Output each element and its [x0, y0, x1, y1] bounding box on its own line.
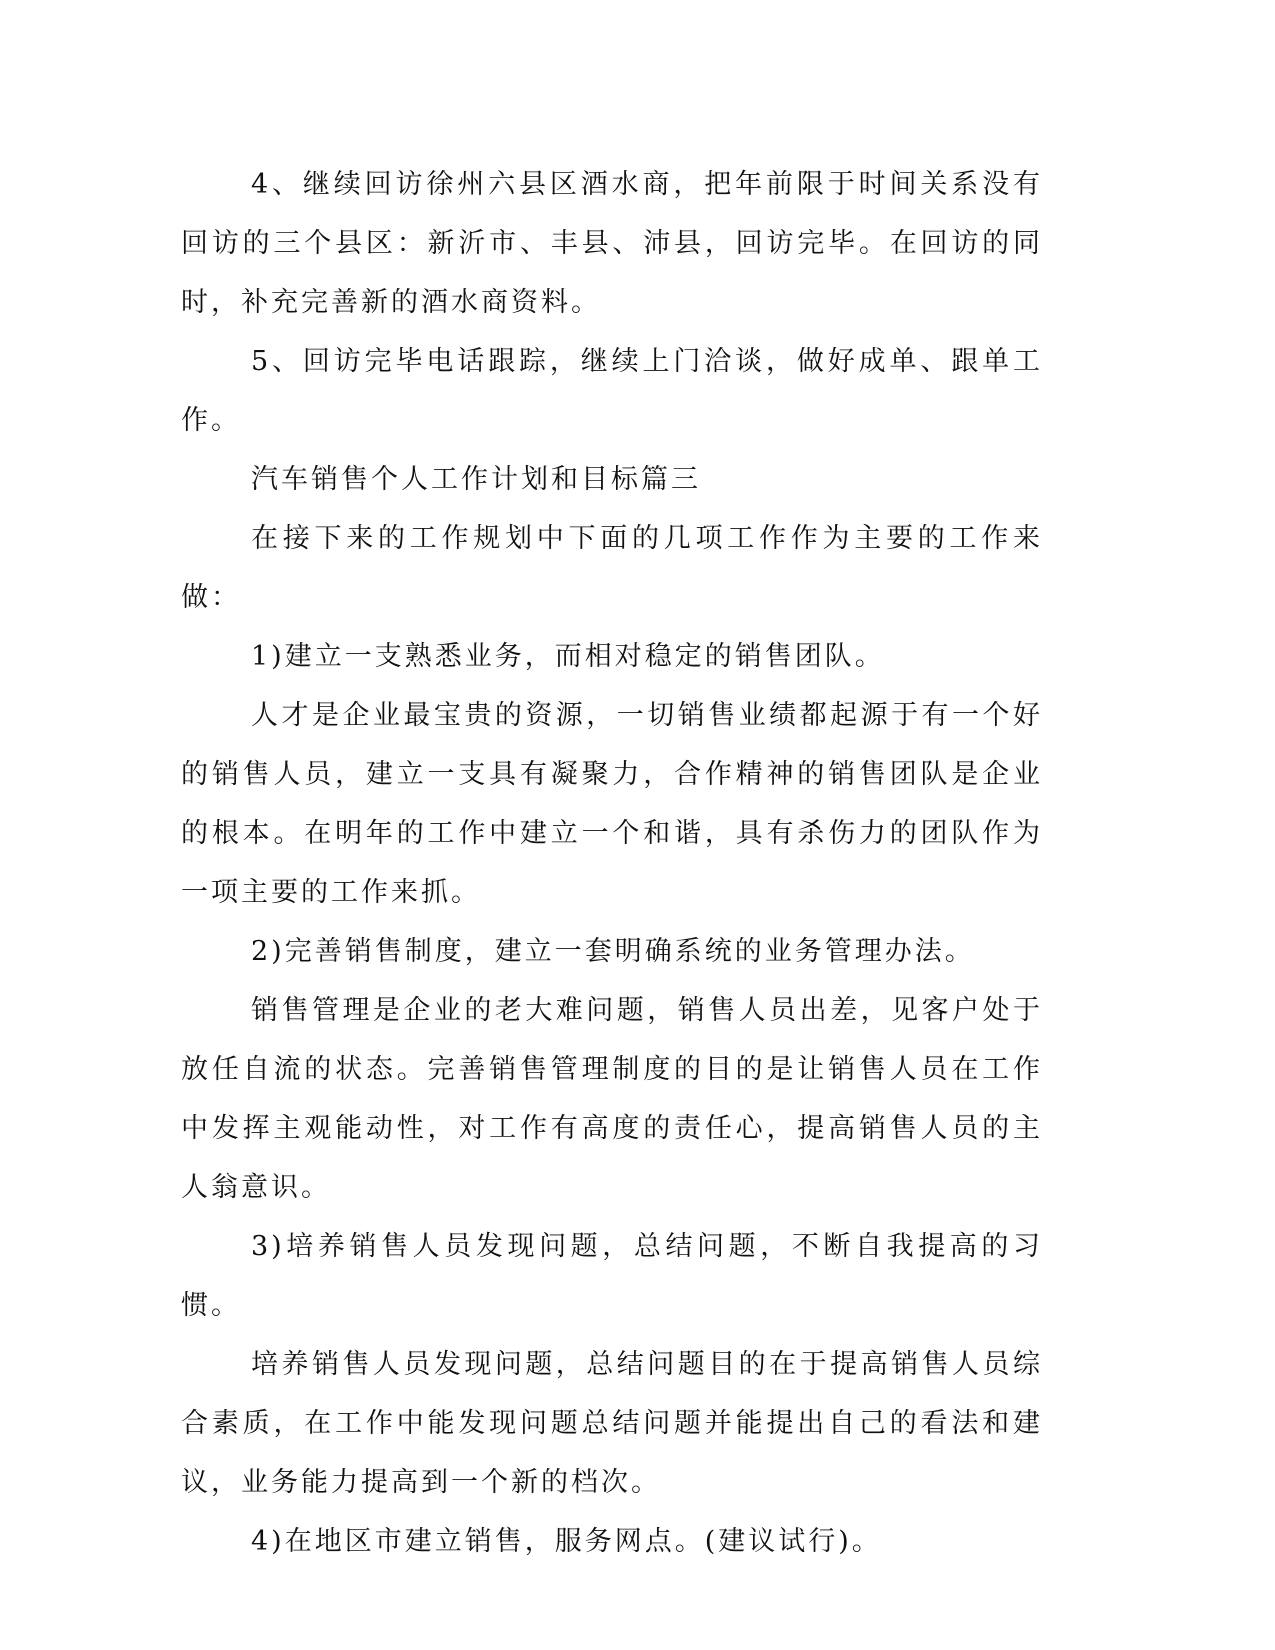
document-body — [181, 155, 1043, 1571]
paragraph-point-4: 4)在地区市建立销售，服务网点。(建议试行)。 — [251, 1526, 882, 1557]
paragraph-point-3: 3)培养销售人员发现问题，总结问题，不断自我提高的习惯。 — [181, 1231, 1043, 1321]
paragraph-point-1: 1)建立一支熟悉业务，而相对稳定的销售团队。 — [251, 641, 885, 672]
paragraph-point-3-body: 培养销售人员发现问题，总结问题目的在于提高销售人员综合素质，在工作中能发现问题总结问题并能提出自己的看法和建议，业务能力提高到一个新的档次。 — [181, 1349, 1043, 1498]
paragraph-point-1-body: 人才是企业最宝贵的资源，一切销售业绩都起源于有一个好的销售人员，建立一支具有凝聚力，合作精神的销售团队是企业的根本。在明年的工作中建立一个和谐，具有杀伤力的团队作为一项主要的工作来抓。 — [181, 700, 1043, 908]
section-heading: 汽车销售个人工作计划和目标篇三 — [251, 464, 701, 495]
paragraph-point-2: 2)完善销售制度，建立一套明确系统的业务管理办法。 — [251, 936, 975, 967]
paragraph-point-2-body: 销售管理是企业的老大难问题，销售人员出差，见客户处于放任自流的状态。完善销售管理制度的目的是让销售人员在工作中发挥主观能动性，对工作有高度的责任心，提高销售人员的主人翁意识。 — [181, 995, 1043, 1203]
paragraph-item-4: 4、继续回访徐州六县区酒水商，把年前限于时间关系没有回访的三个县区：新沂市、丰县、沛县，回访完毕。在回访的同时，补充完善新的酒水商资料。 — [181, 169, 1043, 318]
paragraph-intro: 在接下来的工作规划中下面的几项工作作为主要的工作来做： — [181, 523, 1043, 613]
paragraph-item-5: 5、回访完毕电话跟踪，继续上门洽谈，做好成单、跟单工作。 — [181, 346, 1043, 436]
